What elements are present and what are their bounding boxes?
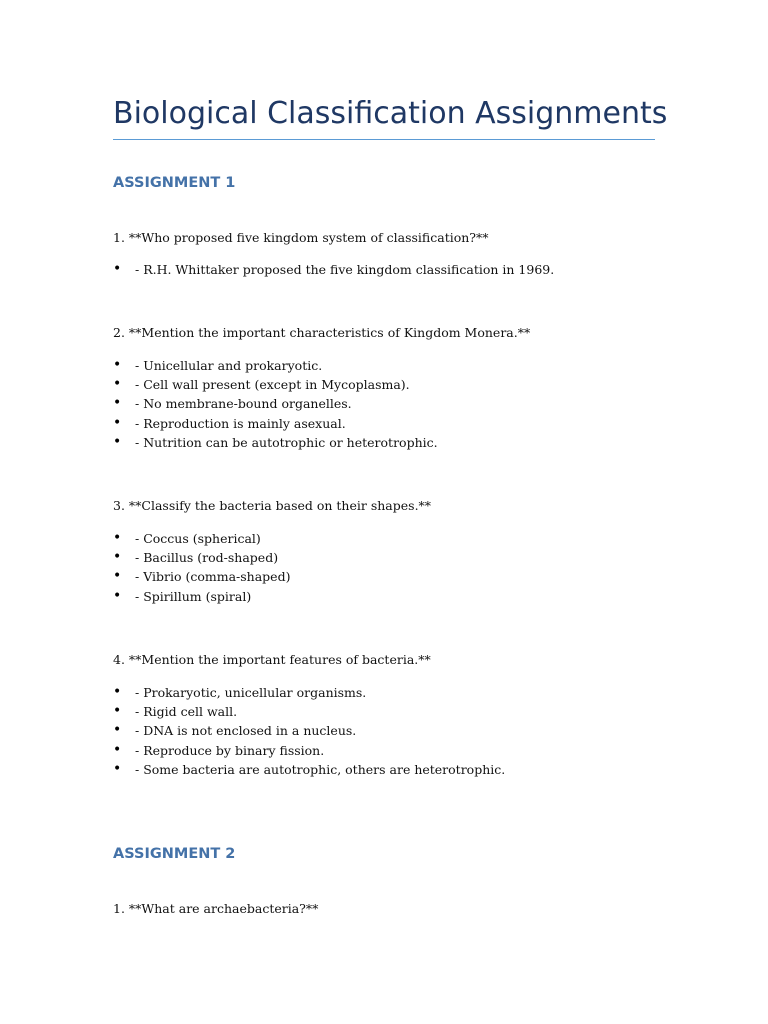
answer-text: - Unicellular and prokaryotic. — [135, 358, 323, 373]
answer-text: - Cell wall present (except in Mycoplasma). — [135, 377, 410, 393]
bullet-icon: • — [113, 376, 122, 393]
answer-text: - No membrane-bound organelles. — [135, 396, 352, 412]
answer-text: - Rigid cell wall. — [135, 704, 238, 720]
title-underline — [113, 139, 655, 140]
bullet-icon: • — [113, 684, 122, 700]
answer-text: - DNA is not enclosed in a nucleus. — [135, 723, 357, 739]
bullet-icon: • — [113, 395, 122, 412]
question-1-2: 2. **Mention the important characteristics of Kingdom Monera.** — [113, 325, 531, 340]
answer-text: - Reproduction is mainly asexual. — [135, 415, 346, 431]
answer-text: - Vibrio (comma-shaped) — [135, 569, 291, 585]
bullet-icon: • — [113, 414, 122, 431]
answer-text: - Some bacteria are autotrophic, others are heterotrophic. — [135, 761, 506, 777]
bullet-icon: • — [113, 703, 122, 720]
question-1-3: 3. **Classify the bacteria based on their shapes.** — [113, 498, 432, 513]
bullet-icon: • — [113, 433, 122, 450]
section-heading-assignment-2: ASSIGNMENT 2 — [113, 846, 236, 862]
bullet-icon: • — [113, 741, 122, 758]
bullet-icon: • — [113, 568, 122, 585]
answer-text: - Coccus (spherical) — [135, 531, 261, 546]
bullet-icon: • — [113, 587, 122, 604]
bullet-icon: • — [113, 722, 122, 739]
answer-text: - Nutrition can be autotrophic or heterotrophic. — [135, 434, 438, 450]
bullet-icon: • — [113, 549, 122, 566]
section-heading-assignment-1: ASSIGNMENT 1 — [113, 175, 236, 191]
question-1-1: 1. **Who proposed five kingdom system of classification?** — [113, 230, 489, 245]
question-2-1: 1. **What are archaebacteria?** — [113, 901, 319, 916]
answer-text: - R.H. Whittaker proposed the five kingdom classification in 1969. — [135, 262, 555, 277]
answer-text: - Reproduce by binary fission. — [135, 742, 325, 758]
answer-text: - Spirillum (spiral) — [135, 588, 252, 604]
bullet-icon: • — [113, 760, 122, 777]
bullet-icon: • — [113, 530, 122, 546]
answer-text: - Prokaryotic, unicellular organisms. — [135, 685, 367, 700]
document-title: Biological Classification Assignments — [113, 96, 668, 131]
bullet-icon: • — [113, 357, 122, 373]
answer-text: - Bacillus (rod-shaped) — [135, 550, 279, 566]
bullet-icon: • — [113, 261, 122, 277]
question-1-4: 4. **Mention the important features of bacteria.** — [113, 652, 431, 667]
